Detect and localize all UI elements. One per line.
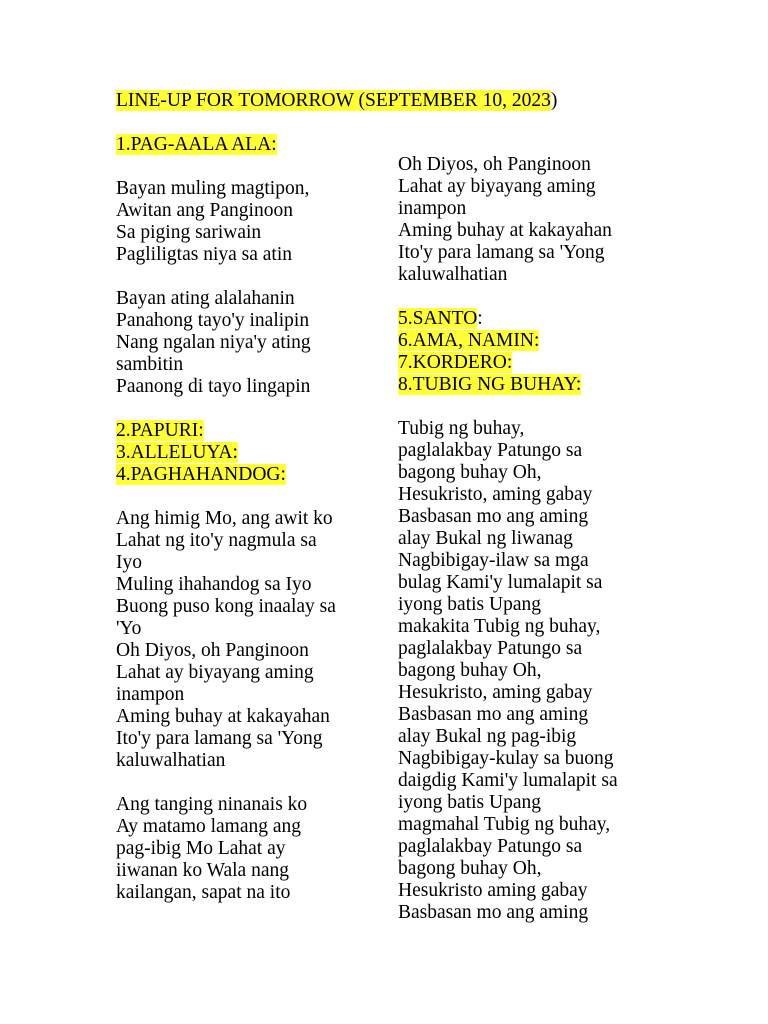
lyric-line: inampon — [398, 198, 467, 219]
lyric-line: inampon — [116, 684, 185, 705]
lyric-line: kailangan, sapat na ito — [116, 882, 291, 903]
lyric-line: Paanong di tayo lingapin — [116, 376, 311, 397]
left-column — [116, 134, 378, 904]
section-heading-tubig-ng-buhay: 8.TUBIG NG BUHAY: — [398, 374, 582, 395]
lyric-line: bagong buhay Oh, — [398, 660, 542, 681]
lyric-line: Lahat ng ito'y nagmula sa — [116, 530, 317, 551]
lyric-line: iiwanan ko Wala nang — [116, 860, 289, 881]
lyric-line: Panahong tayo'y inalipin — [116, 310, 310, 331]
lyric-line: Ay matamo lamang ang — [116, 816, 302, 837]
lyrics-stanza — [398, 418, 660, 924]
lyric-line: magmahal Tubig ng buhay, — [398, 814, 611, 835]
lyric-line: sambitin — [116, 354, 184, 375]
lyric-line: Buong puso kong inaalay sa — [116, 596, 336, 617]
lyric-line: Bayan ating alalahanin — [116, 288, 295, 309]
lyric-line: Oh Diyos, oh Panginoon — [398, 154, 591, 175]
lyric-line: makakita Tubig ng buhay, — [398, 616, 601, 637]
lyric-line: alay Bukal ng pag-ibig — [398, 726, 577, 747]
lyric-line: daigdig Kami'y lumalapit sa — [398, 770, 618, 791]
lyric-line: Lahat ay biyayang aming — [116, 662, 314, 683]
lyrics-stanza — [116, 794, 378, 904]
section-heading-papuri: 2.PAPURI: — [116, 420, 204, 441]
lyric-line: Basbasan mo ang aming — [398, 704, 589, 725]
page-title-highlight: LINE-UP FOR TOMORROW (SEPTEMBER 10, 2023 — [116, 90, 551, 111]
lyric-line: Muling ihahandog sa Iyo — [116, 574, 312, 595]
section-heading-alleluya: 3.ALLELUYA: — [116, 442, 238, 463]
lyric-line: Iyo — [116, 552, 142, 573]
section-heading-paghahandog: 4.PAGHAHANDOG: — [116, 464, 286, 485]
lyrics-stanza — [398, 154, 660, 286]
lyric-line: Sa piging sariwain — [116, 222, 262, 243]
lyric-line: Ito'y para lamang sa 'Yong — [116, 728, 323, 749]
lyric-line: Tubig ng buhay, — [398, 418, 525, 439]
lyric-line: Ang tanging ninanais ko — [116, 794, 308, 815]
lyric-line: Pagliligtas niya sa atin — [116, 244, 293, 265]
lyric-line: Hesukristo aming gabay — [398, 880, 588, 901]
lyric-line: iyong batis Upang — [398, 792, 541, 813]
lyrics-stanza — [116, 178, 378, 266]
section-heading-pag-aala-ala: 1.PAG-AALA ALA: — [116, 134, 277, 155]
lyric-line: Aming buhay at kakayahan — [116, 706, 330, 727]
lyrics-stanza — [116, 288, 378, 398]
lyric-line: Nang ngalan niya'y ating — [116, 332, 311, 353]
lyric-line: Bayan muling magtipon, — [116, 178, 310, 199]
lyric-line: Basbasan mo ang aming — [398, 506, 589, 527]
lyric-line: bagong buhay Oh, — [398, 462, 542, 483]
lyrics-stanza — [116, 508, 378, 772]
lyric-line: bagong buhay Oh, — [398, 858, 542, 879]
lyric-line: pag-ibig Mo Lahat ay — [116, 838, 286, 859]
lyric-line: paglalakbay Patungo sa — [398, 440, 583, 461]
lyric-line: Hesukristo, aming gabay — [398, 484, 593, 505]
lyric-line: kaluwalhatian — [398, 264, 508, 285]
lyric-line: bulag Kami'y lumalapit sa — [398, 572, 603, 593]
page-title-close-paren: ) — [550, 90, 558, 111]
section-heading-kordero: 7.KORDERO: — [398, 352, 513, 373]
lyric-line: iyong batis Upang — [398, 594, 541, 615]
lyric-line: Ang himig Mo, ang awit ko — [116, 508, 333, 529]
lyric-line: alay Bukal ng liwanag — [398, 528, 573, 549]
lyric-line: Lahat ay biyayang aming — [398, 176, 596, 197]
lyric-line: kaluwalhatian — [116, 750, 226, 771]
lyric-line: Nagbibigay-ilaw sa mga — [398, 550, 589, 571]
lyric-line: Hesukristo, aming gabay — [398, 682, 593, 703]
lyric-line: Basbasan mo ang aming — [398, 902, 589, 923]
lyric-line: Awitan ang Panginoon — [116, 200, 293, 221]
lyric-line: Aming buhay at kakayahan — [398, 220, 612, 241]
lyric-line: Oh Diyos, oh Panginoon — [116, 640, 309, 661]
section-heading-santo: 5.SANTO: — [398, 308, 483, 329]
lyric-line: paglalakbay Patungo sa — [398, 638, 583, 659]
section-heading-ama-namin: 6.AMA, NAMIN: — [398, 330, 540, 351]
right-column — [398, 154, 660, 924]
lyric-line: 'Yo — [116, 618, 142, 639]
lyric-line: paglalakbay Patungo sa — [398, 836, 583, 857]
page-title — [116, 88, 557, 114]
lyric-line: Ito'y para lamang sa 'Yong — [398, 242, 605, 263]
lyric-line: Nagbibigay-kulay sa buong — [398, 748, 614, 769]
